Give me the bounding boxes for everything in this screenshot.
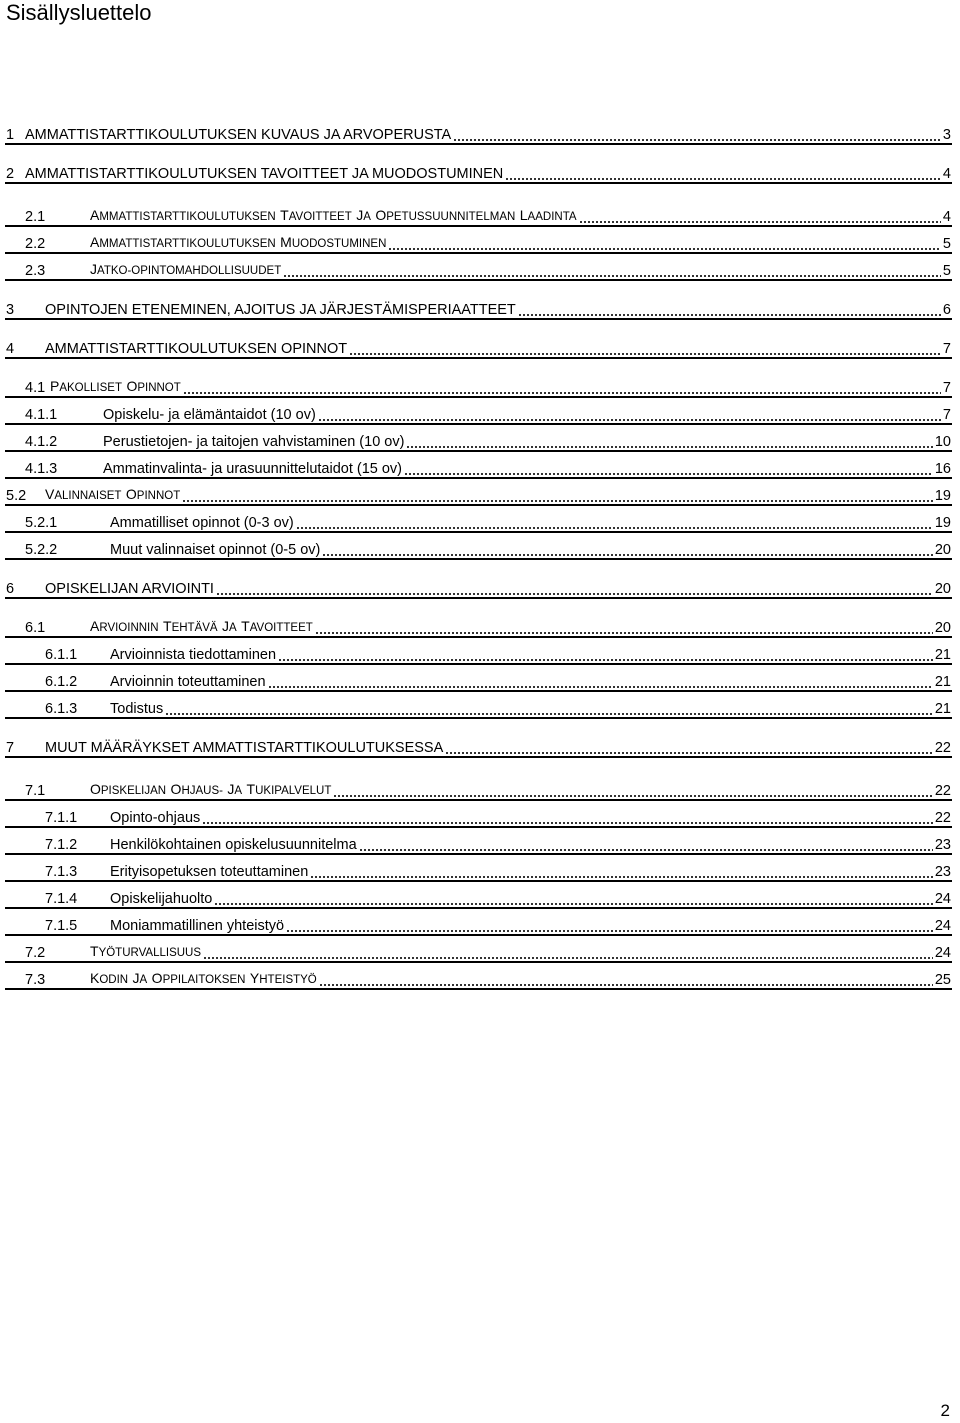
toc-leader-dots <box>286 930 933 932</box>
toc-leader-dots <box>319 984 933 986</box>
toc-entry-title: TYÖTURVALLISUUS <box>90 943 202 959</box>
toc-entry-page: 22 <box>934 809 951 826</box>
toc-entry-number: 2 <box>6 165 15 182</box>
toc-entry-number: 7.1.3 <box>45 863 78 880</box>
toc-entry-number: 6.1.1 <box>45 646 78 663</box>
toc-entry[interactable] <box>0 455 960 479</box>
toc-entry-title: AMMATTISTARTTIKOULUTUKSEN TAVOITTEET JA OPETUSSUUNNITELMAN LAADINTA <box>90 207 577 223</box>
toc-underline <box>5 318 952 320</box>
toc-entry[interactable] <box>0 121 960 145</box>
toc-leader-dots <box>445 752 933 754</box>
toc-entry-number: 3 <box>6 301 15 318</box>
toc-entry-page: 21 <box>934 700 951 717</box>
toc-leader-dots <box>579 221 941 223</box>
toc-underline <box>5 717 952 719</box>
toc-entry-number: 4 <box>6 340 15 357</box>
toc-entry[interactable] <box>0 614 960 638</box>
toc-underline <box>5 558 952 560</box>
toc-underline <box>5 907 952 909</box>
toc-entry-title: AMMATTISTARTTIKOULUTUKSEN MUODOSTUMINEN <box>90 234 387 250</box>
toc-entry-title: Arvioinnin toteuttaminen <box>110 673 266 690</box>
toc-leader-dots <box>310 876 933 878</box>
toc-leader-dots <box>388 248 941 250</box>
toc-entry-page: 22 <box>934 782 951 799</box>
toc-entry-title: Arvioinnista tiedottaminen <box>110 646 277 663</box>
toc-entry-page: 25 <box>934 971 951 988</box>
toc-entry-number: 6.1.2 <box>45 673 78 690</box>
toc-entry[interactable] <box>0 428 960 452</box>
toc-entry[interactable] <box>0 804 960 828</box>
toc-entry-title: Ammatilliset opinnot (0-3 ov) <box>110 514 294 531</box>
toc-leader-dots <box>203 957 933 959</box>
toc-leader-dots <box>404 473 933 475</box>
toc-underline <box>5 636 952 638</box>
toc-entry[interactable] <box>0 668 960 692</box>
toc-entry-page: 21 <box>934 646 951 663</box>
toc-entry-page: 23 <box>934 836 951 853</box>
toc-entry-page: 20 <box>934 619 951 636</box>
toc-entry-page: 4 <box>942 208 951 225</box>
toc-underline <box>5 988 952 990</box>
toc-entry-title: Opiskelijahuolto <box>110 890 213 907</box>
toc-entry[interactable] <box>0 966 960 990</box>
toc-entry-title: OPISKELIJAN OHJAUS- JA TUKIPALVELUT <box>90 781 332 797</box>
toc-entry-number: 6 <box>6 580 15 597</box>
toc-entry-title: Opinto-ohjaus <box>110 809 201 826</box>
toc-entry-number: 4.1 <box>25 379 46 396</box>
toc-entry-title: AMMATTISTARTTIKOULUTUKSEN OPINNOT <box>45 340 348 357</box>
page-title: Sisällysluettelo <box>6 0 152 25</box>
toc-entry-title: Moniammatillinen yhteistyö <box>110 917 285 934</box>
toc-underline <box>5 450 952 452</box>
toc-entry-page: 5 <box>942 262 951 279</box>
toc-entry-title: Henkilökohtainen opiskelusuunnitelma <box>110 836 357 853</box>
toc-leader-dots <box>165 713 933 715</box>
toc-entry-page: 20 <box>934 541 951 558</box>
toc-entry-number: 5.2.1 <box>25 514 58 531</box>
toc-entry-page: 5 <box>942 235 951 252</box>
toc-underline <box>5 880 952 882</box>
toc-leader-dots <box>182 500 933 502</box>
toc-entry-page: 10 <box>934 433 951 450</box>
toc-entry[interactable] <box>0 734 960 758</box>
toc-underline <box>5 663 952 665</box>
toc-entry[interactable] <box>0 831 960 855</box>
toc-leader-dots <box>202 822 933 824</box>
toc-entry-number: 2.3 <box>25 262 46 279</box>
toc-entry[interactable] <box>0 296 960 320</box>
toc-leader-dots <box>453 139 941 141</box>
toc-entry-number: 7.1 <box>25 782 46 799</box>
toc-entry-title: OPINTOJEN ETENEMINEN, AJOITUS JA JÄRJESTÄMISPERIAATTEET <box>45 301 516 318</box>
toc-entry-title: KODIN JA OPPILAITOKSEN YHTEISTYÖ <box>90 970 317 986</box>
toc-entry[interactable] <box>0 160 960 184</box>
toc-underline <box>5 477 952 479</box>
toc-entry-title: OPISKELIJAN ARVIOINTI <box>45 580 214 597</box>
toc-leader-dots <box>183 392 941 394</box>
toc-entry-number: 7.2 <box>25 944 46 961</box>
toc-entry-title: Perustietojen- ja taitojen vahvistaminen (10 ov) <box>103 433 405 450</box>
toc-entry-page: 23 <box>934 863 951 880</box>
toc-entry[interactable] <box>0 482 960 506</box>
toc-entry-page: 7 <box>942 406 951 423</box>
toc-leader-dots <box>296 527 933 529</box>
toc-entry-title: Ammatinvalinta- ja urasuunnittelutaidot (15 ov) <box>103 460 403 477</box>
toc-entry-title: MUUT MÄÄRÄYKSET AMMATTISTARTTIKOULUTUKSESSA <box>45 739 444 756</box>
toc-entry-title: VALINNAISET OPINNOT <box>45 486 181 502</box>
toc-underline <box>5 143 952 145</box>
toc-entry-title: AMMATTISTARTTIKOULUTUKSEN KUVAUS JA ARVOPERUSTA <box>25 126 452 143</box>
toc-entry[interactable] <box>0 374 960 398</box>
toc-entry-number: 7.1.5 <box>45 917 78 934</box>
toc-entry-number: 7.1.1 <box>45 809 78 826</box>
page-number: 2 <box>940 1401 950 1420</box>
toc-entry-page: 6 <box>942 301 951 318</box>
toc-entry-title: Muut valinnaiset opinnot (0-5 ov) <box>110 541 321 558</box>
toc-entry-number: 6.1 <box>25 619 46 636</box>
toc-entry-number: 4.1.2 <box>25 433 58 450</box>
toc-entry-page: 16 <box>934 460 951 477</box>
toc-entry-page: 7 <box>942 379 951 396</box>
toc-underline <box>5 853 952 855</box>
toc-entry-number: 2.1 <box>25 208 46 225</box>
toc-leader-dots <box>278 659 933 661</box>
toc-leader-dots <box>283 275 941 277</box>
toc-underline <box>5 756 952 758</box>
toc-entry[interactable] <box>0 335 960 359</box>
toc-entry[interactable] <box>0 230 960 254</box>
toc-entry-page: 19 <box>934 514 951 531</box>
toc-underline <box>5 252 952 254</box>
toc-entry-number: 7.1.2 <box>45 836 78 853</box>
toc-underline <box>5 826 952 828</box>
toc-leader-dots <box>268 686 933 688</box>
toc-entry-title: JATKO-OPINTOMAHDOLLISUUDET <box>90 261 282 277</box>
toc-underline <box>5 597 952 599</box>
toc-entry-page: 7 <box>942 340 951 357</box>
toc-entry-page: 24 <box>934 890 951 907</box>
toc-entry-number: 7 <box>6 739 15 756</box>
toc-underline <box>5 182 952 184</box>
toc-underline <box>5 799 952 801</box>
toc-underline <box>5 531 952 533</box>
toc-underline <box>5 357 952 359</box>
toc-leader-dots <box>505 178 941 180</box>
toc-entry-title: Todistus <box>110 700 164 717</box>
toc-underline <box>5 934 952 936</box>
toc-leader-dots <box>315 632 933 634</box>
toc-leader-dots <box>333 795 932 797</box>
toc-entry[interactable] <box>0 401 960 425</box>
toc-leader-dots <box>518 314 941 316</box>
toc-underline <box>5 225 952 227</box>
toc-entry-number: 5.2 <box>6 487 27 504</box>
toc-entry[interactable] <box>0 509 960 533</box>
toc-entry-number: 7.3 <box>25 971 46 988</box>
toc-entry-number: 4.1.1 <box>25 406 58 423</box>
toc-entry-title: AMMATTISTARTTIKOULUTUKSEN TAVOITTEET JA MUODOSTUMINEN <box>25 165 504 182</box>
toc-entry-page: 21 <box>934 673 951 690</box>
toc-underline <box>5 504 952 506</box>
toc-entry-page: 24 <box>934 944 951 961</box>
toc-leader-dots <box>406 446 932 448</box>
toc-entry-page: 24 <box>934 917 951 934</box>
toc-entry[interactable] <box>0 858 960 882</box>
toc-entry-number: 2.2 <box>25 235 46 252</box>
toc-entry-title: PAKOLLISET OPINNOT <box>50 378 181 394</box>
toc-entry-title: Opiskelu- ja elämäntaidot (10 ov) <box>103 406 316 423</box>
toc-underline <box>5 690 952 692</box>
toc-entry[interactable] <box>0 203 960 227</box>
toc-underline <box>5 279 952 281</box>
toc-entry-page: 20 <box>934 580 951 597</box>
toc-entry[interactable] <box>0 575 960 599</box>
toc-leader-dots <box>216 593 933 595</box>
toc-underline <box>5 961 952 963</box>
toc-entry[interactable] <box>0 536 960 560</box>
toc-entry-title: ARVIOINNIN TEHTÄVÄ JA TAVOITTEET <box>90 618 313 634</box>
toc-entry-number: 4.1.3 <box>25 460 58 477</box>
toc-entry-number: 5.2.2 <box>25 541 58 558</box>
toc-entry-number: 1 <box>6 126 15 143</box>
toc-entry-page: 4 <box>942 165 951 182</box>
toc-entry[interactable] <box>0 939 960 963</box>
toc-entry[interactable] <box>0 695 960 719</box>
toc-underline <box>5 423 952 425</box>
toc-entry-page: 3 <box>942 126 951 143</box>
toc-entry-title: Erityisopetuksen toteuttaminen <box>110 863 309 880</box>
toc-entry[interactable] <box>0 885 960 909</box>
toc-underline <box>5 396 952 398</box>
toc-leader-dots <box>322 554 932 556</box>
toc-entry-number: 7.1.4 <box>45 890 78 907</box>
toc-leader-dots <box>318 419 941 421</box>
toc-leader-dots <box>359 849 933 851</box>
toc-entry-page: 19 <box>934 487 951 504</box>
toc-entry-page: 22 <box>934 739 951 756</box>
toc-leader-dots <box>349 353 941 355</box>
toc-entry-number: 6.1.3 <box>45 700 78 717</box>
toc-entry[interactable] <box>0 641 960 665</box>
toc-entry[interactable] <box>0 912 960 936</box>
toc-entry[interactable] <box>0 777 960 801</box>
toc-entry[interactable] <box>0 257 960 281</box>
toc-leader-dots <box>214 903 932 905</box>
